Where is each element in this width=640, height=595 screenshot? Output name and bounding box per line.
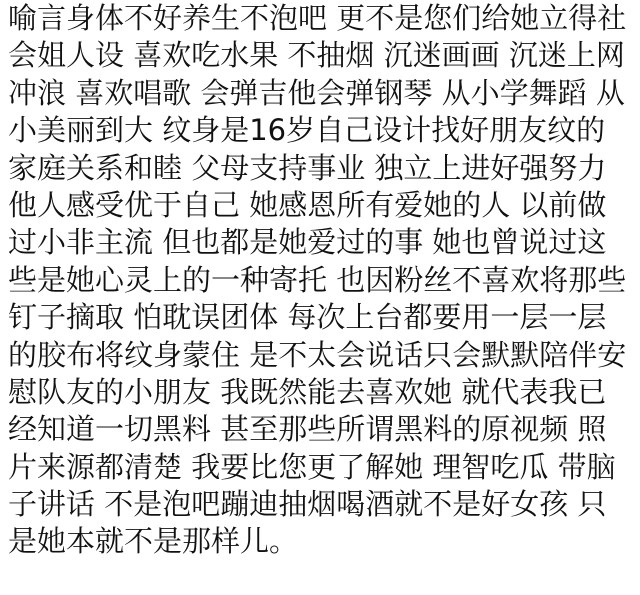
text-line: 慰队友的小朋友 我既然能去喜欢她 就代表我已	[8, 374, 607, 409]
text-line: 家庭关系和睦 父母支持事业 独立上进好强努力	[8, 150, 607, 185]
text-line: 是她本就不是那样儿。	[8, 524, 299, 559]
text-line: 他人感受优于自己 她感恩所有爱她的人 以前做	[8, 187, 607, 222]
text-line: 经知道一切黑料 甚至那些所谓黑料的原视频 照	[8, 412, 607, 447]
text-line: 的胶布将纹身蒙住 是不太会说话只会默默陪伴安	[8, 337, 627, 372]
post-body-text	[8, 0, 636, 561]
text-line: 会姐人设 喜欢吃水果 不抽烟 沉迷画画 沉迷上网	[8, 38, 625, 73]
text-line: 钉子摘取 怕耽误团体 每次上台都要用一层一层	[8, 300, 607, 335]
text-line: 些是她心灵上的一种寄托 也因粉丝不喜欢将那些	[8, 262, 627, 297]
text-line: 片来源都清楚 我要比您更了解她 理智吃瓜 带脑	[8, 449, 616, 484]
text-line: 子讲话 不是泡吧蹦迪抽烟喝酒就不是好女孩 只	[8, 487, 607, 522]
text-line: 冲浪 喜欢唱歌 会弹吉他会弹钢琴 从小学舞蹈 从	[8, 75, 625, 110]
text-line: 喻言身体不好养生不泡吧 更不是您们给她立得社	[8, 1, 627, 35]
text-line: 小美丽到大 纹身是16岁自己设计找好朋友纹的	[8, 113, 606, 148]
text-line: 过小非主流 但也都是她爱过的事 她也曾说过这	[8, 225, 607, 260]
